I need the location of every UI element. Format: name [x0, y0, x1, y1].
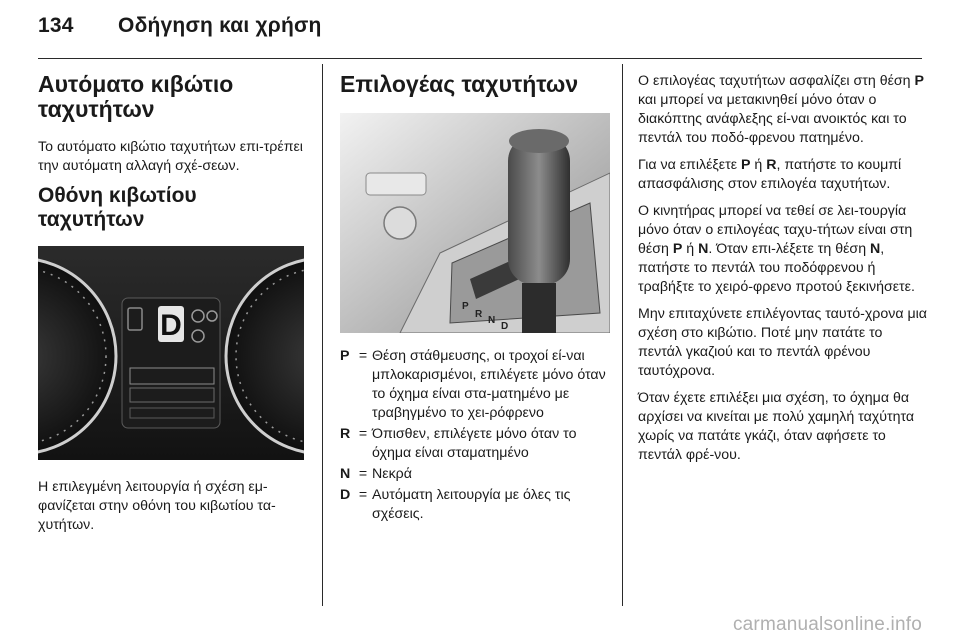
- mode-eq: =: [358, 487, 368, 503]
- instrument-cluster-illustration: [38, 246, 304, 460]
- gate-letter-r: R: [475, 309, 483, 320]
- selector-lever-image: [340, 113, 610, 333]
- selector-mode-list: [340, 347, 610, 524]
- mode-eq: =: [358, 466, 368, 482]
- mode-d: [340, 486, 610, 524]
- header-rule: [38, 58, 922, 59]
- intro-paragraph: Το αυτόματο κιβώτιο ταχυτήτων επι-τρέπει την αυτόματη αλλαγή σχέ-σεων.: [38, 139, 303, 174]
- mode-description: Νεκρά: [372, 466, 412, 482]
- gearbox-display-image: [38, 246, 304, 460]
- mode-description: Αυτόματη λειτουργία με όλες τις σχέσεις.: [372, 487, 571, 522]
- mode-n: [340, 465, 610, 484]
- mode-description: Όπισθεν, επιλέγετε μόνο όταν το όχημα είναι σταματημένο: [372, 426, 577, 461]
- heading-automatic-gearbox: Αυτόματο κιβώτιο ταχυτήτων: [38, 71, 234, 122]
- heading-selector-lever: Επιλογέας ταχυτήτων: [340, 71, 579, 97]
- heading-gearbox-display: Οθόνη κιβωτίου ταχυτήτων: [38, 184, 197, 231]
- mode-eq: =: [358, 426, 368, 442]
- mode-description: Θέση στάθμευσης, οι τροχοί εί-ναι μπλοκαρισμένοι, επιλέγετε μόνο όταν το όχημα είναι στα-ματημένο με τραβηγμένο το χει-ρόφρενο: [372, 348, 606, 421]
- gate-letter-p: P: [462, 301, 469, 312]
- gate-letter-n: N: [488, 315, 496, 326]
- column-divider-2: [622, 64, 623, 606]
- page-header: [38, 14, 322, 38]
- mode-key: P: [340, 348, 350, 364]
- watermark: carmanualsonline.info: [732, 614, 922, 635]
- paragraph-lock: Ο επιλογέας ταχυτήτων ασφαλίζει στη θέση P και μπορεί να μετακινηθεί μόνο όταν ο διακόπτης ανάφλεξης εί-ναι ανοικτός και το πεντάλ του ποδό-φρενου πατημένο.: [638, 73, 924, 146]
- section-title: Οδήγηση και χρήση: [118, 14, 322, 37]
- column-3: [638, 64, 928, 473]
- display-letter: D: [160, 309, 182, 342]
- mode-key: N: [340, 466, 351, 482]
- column-2: [340, 64, 610, 526]
- paragraph-creep: Όταν έχετε επιλέξει μια σχέση, το όχημα θα αρχίσει να κινείται με πολύ χαμηλή ταχύτητα χωρίς να πατάτε γκάζι, όταν αφήσετε το πεντάλ φρέ-νου.: [638, 390, 915, 463]
- mode-p: [340, 347, 610, 423]
- display-caption: Η επιλεγμένη λειτουργία ή σχέση εμ-φανίζεται στην οθόνη του κιβωτίου τα-χυτήτων.: [38, 479, 276, 533]
- mode-key: D: [340, 487, 351, 503]
- gate-letter-d: D: [501, 321, 509, 332]
- paragraph-no-acceleration: Μην επιταχύνετε επιλέγοντας ταυτό-χρονα μια σχέση στο κιβώτιο. Ποτέ μην πατάτε το πεντάλ γκαζιού και το πεντάλ φρένου ταυτόχρονα.: [638, 306, 928, 379]
- mode-eq: =: [358, 348, 368, 364]
- gear-selector-illustration: [340, 113, 610, 333]
- column-divider-1: [322, 64, 323, 606]
- page-number: 134: [38, 14, 74, 37]
- mode-r: [340, 425, 610, 463]
- column-1: [38, 64, 308, 543]
- mode-key: R: [340, 426, 351, 442]
- paragraph-engine-start: Ο κινητήρας μπορεί να τεθεί σε λει-τουργία μόνο όταν ο επιλογέας ταχυ-τήτων είναι στη θέση P ή N. Όταν επι-λέξετε τη θέση N, πατήστε το πεντάλ του ποδόφρενου ή τραβήξτε το χειρό-φρενο προτού ξεκινήσετε.: [638, 203, 915, 295]
- paragraph-select-p-r: Για να επιλέξετε P ή R, πατήστε το κουμπί απασφάλισης στον επιλογέα ταχυτήτων.: [638, 157, 902, 192]
